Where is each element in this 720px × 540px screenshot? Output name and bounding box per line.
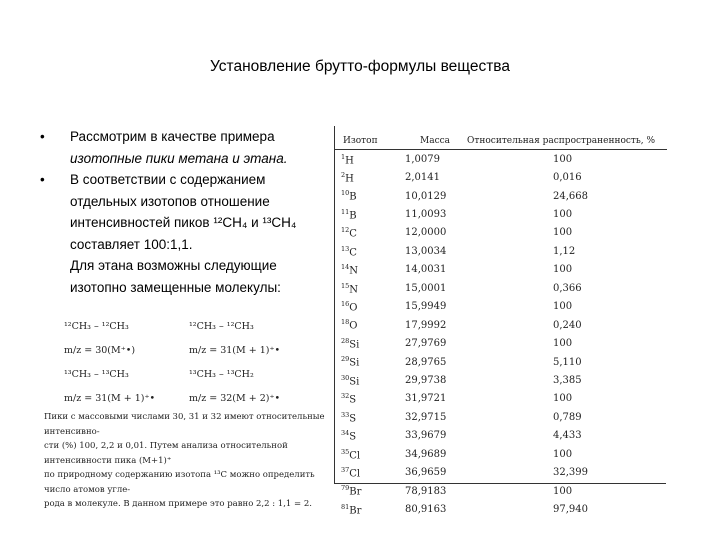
note-line: сти (%) 100, 2,2 и 0,01. Путем анализа относительной интенсивности пика (M+1)⁺ [44, 441, 288, 466]
isotope-cell [335, 355, 397, 368]
column-header-isotope: Изотоп [343, 136, 378, 146]
mass-number: 81 [341, 502, 350, 511]
abundance-cell: 100 [553, 338, 573, 350]
bullet-text: Рассмотрим в качестве примера [70, 129, 275, 144]
table-bottom-rule [334, 483, 666, 484]
mass-cell: 15,9949 [405, 301, 447, 313]
abundance-cell: 0,016 [553, 172, 582, 184]
mass-number: 79 [341, 484, 350, 493]
table-row [335, 334, 667, 352]
element-symbol: N [349, 283, 359, 295]
mass-number: 13 [341, 244, 350, 253]
ethane-isotopologues [64, 314, 330, 410]
bullet-item [40, 169, 332, 298]
element-symbol: Cl [349, 468, 361, 480]
table-row [335, 371, 667, 389]
table-row [335, 353, 667, 371]
bullet-dot: • [40, 129, 45, 144]
mass-cell: 2,0141 [405, 172, 440, 184]
element-symbol: Si [349, 357, 360, 369]
bullet-italic-text: изотопные пики метана и этана. [70, 150, 288, 166]
table-row [335, 242, 667, 260]
mass-cell: 11,0093 [405, 209, 447, 221]
element-symbol: O [349, 302, 358, 314]
mass-cell: 29,9738 [405, 374, 447, 386]
formula: ¹²CH₃ – ¹²CH₃ [64, 320, 129, 332]
element-symbol: Si [349, 376, 360, 388]
abundance-cell: 100 [553, 209, 573, 221]
formula: m/z = 32(M + 2)⁺• [189, 392, 281, 404]
element-symbol: H [345, 154, 354, 166]
element-symbol: H [345, 173, 354, 185]
isotope-cell [335, 300, 397, 313]
bullet-text: В соответствии с содержанием отдельных изотопов отношение интенсивностей пиков ¹²CH₄ и ¹³CH₄ составляет 100:1,1. [70, 172, 297, 252]
isotope-cell [335, 392, 397, 405]
abundance-cell: 100 [553, 153, 573, 165]
element-symbol: C [349, 228, 357, 240]
element-symbol: Si [349, 339, 360, 351]
mass-cell: 31,9721 [405, 393, 447, 405]
element-symbol: S [349, 394, 357, 406]
bullet-item [40, 126, 332, 169]
formula-row [64, 338, 330, 362]
formula-row [64, 314, 330, 338]
mass-cell: 80,9163 [405, 504, 447, 516]
page-title: Установление брутто-формулы вещества [210, 58, 510, 75]
note-line: рода в молекуле. В данном примере это равно 2,2 : 1,1 = 2. [44, 499, 312, 509]
isotope-cell [335, 282, 397, 295]
element-symbol: Br [349, 486, 362, 498]
formula: ¹²CH₃ – ¹²CH₃ [189, 320, 254, 332]
formula-row [64, 362, 330, 386]
table-row [335, 224, 667, 242]
abundance-cell: 100 [553, 264, 573, 276]
note-line: Пики с массовыми числами 30, 31 и 32 имеют относительные интенсивно- [44, 412, 325, 437]
table-row [335, 168, 667, 186]
mass-cell: 10,0129 [405, 190, 447, 202]
mass-number: 15 [341, 281, 350, 290]
mass-number: 29 [341, 355, 350, 364]
isotope-cell [335, 484, 397, 497]
mass-number: 10 [341, 189, 350, 198]
table-body [335, 150, 667, 519]
mass-number: 11 [341, 207, 350, 216]
abundance-cell: 100 [553, 448, 573, 460]
table-row [335, 390, 667, 408]
element-symbol: S [349, 431, 357, 443]
isotope-cell [335, 503, 397, 516]
isotope-cell [335, 374, 397, 387]
mass-cell: 33,9679 [405, 430, 447, 442]
element-symbol: Br [349, 505, 362, 517]
isotope-cell [335, 263, 397, 276]
mass-number: 30 [341, 373, 350, 382]
table-row [335, 187, 667, 205]
mass-cell: 12,0000 [405, 227, 447, 239]
isotope-cell [335, 466, 397, 479]
isotope-cell [335, 448, 397, 461]
isotope-cell [335, 429, 397, 442]
isotope-cell [335, 245, 397, 258]
table-row [335, 205, 667, 223]
isotope-cell [335, 153, 397, 166]
mass-number: 28 [341, 336, 350, 345]
element-symbol: S [349, 413, 357, 424]
element-symbol: C [349, 247, 357, 259]
isotope-table [334, 126, 667, 517]
formula: ¹³CH₃ – ¹³CH₃ [64, 368, 129, 380]
abundance-cell: 0,240 [553, 319, 582, 331]
abundance-cell: 1,12 [553, 245, 576, 257]
isotope-cell [335, 337, 397, 350]
isotope-cell [335, 171, 397, 184]
element-symbol: Cl [349, 449, 361, 461]
formula: m/z = 31(M + 1)⁺• [189, 344, 281, 356]
mass-cell: 14,0031 [405, 264, 447, 276]
column-header-abundance: Относительная распространенность, % [467, 136, 656, 146]
abundance-cell: 24,668 [553, 190, 588, 202]
isotope-cell [335, 208, 397, 221]
table-row [335, 150, 667, 168]
mass-number: 33 [341, 410, 350, 419]
mass-cell: 36,9659 [405, 467, 447, 479]
table-row [335, 463, 667, 481]
table-header [335, 126, 667, 150]
mass-cell: 78,9183 [405, 485, 447, 497]
abundance-cell: 100 [553, 393, 573, 405]
element-symbol: O [349, 320, 358, 332]
element-symbol: B [349, 210, 357, 222]
mass-cell: 17,9992 [405, 319, 447, 331]
mass-number: 34 [341, 429, 350, 438]
abundance-cell: 3,385 [553, 374, 582, 386]
abundance-cell: 100 [553, 227, 573, 239]
formula: m/z = 31(M + 1)⁺• [64, 392, 156, 404]
bullet-extra-text: Для этана возможны следующие изотопно замещенные молекулы: [70, 258, 281, 295]
mass-cell: 15,0001 [405, 282, 447, 294]
isotope-cell [335, 318, 397, 331]
formula: m/z = 30(M⁺•) [64, 344, 136, 356]
mass-number: 37 [341, 465, 350, 474]
isotope-cell [335, 411, 397, 424]
mass-number: 14 [341, 263, 350, 272]
table-row [335, 279, 667, 297]
abundance-cell: 0,366 [553, 282, 582, 294]
mass-number: 12 [341, 226, 350, 235]
mass-cell: 28,9765 [405, 356, 447, 368]
bullet-dot: • [40, 172, 45, 187]
table-row [335, 316, 667, 334]
scan-note [44, 410, 334, 512]
element-symbol: B [349, 191, 357, 203]
abundance-cell: 4,433 [553, 430, 582, 442]
abundance-cell: 5,110 [553, 356, 582, 368]
abundance-cell: 32,399 [553, 467, 588, 479]
mass-cell: 13,0034 [405, 245, 447, 257]
table-row [335, 482, 667, 500]
mass-number: 35 [341, 447, 350, 456]
mass-number: 32 [341, 392, 350, 401]
isotope-cell [335, 226, 397, 239]
abundance-cell: 0,789 [553, 411, 582, 423]
mass-cell: 27,9769 [405, 338, 447, 350]
abundance-cell: 100 [553, 301, 573, 313]
abundance-cell: 97,940 [553, 504, 588, 516]
element-symbol: N [349, 265, 359, 277]
table-row [335, 445, 667, 463]
mass-number: 16 [341, 300, 350, 309]
table-row [335, 427, 667, 445]
note-line: по природному содержанию изотопа ¹³C можно определить число атомов угле- [44, 470, 315, 495]
table-row [335, 408, 667, 426]
table-row [335, 298, 667, 316]
column-header-mass: Масса [419, 136, 451, 146]
mass-number: 18 [341, 318, 350, 327]
table-row [335, 261, 667, 279]
mass-number: 2 [341, 170, 346, 179]
mass-cell: 32,9715 [405, 411, 447, 423]
bullet-list [40, 126, 332, 298]
formula-row [64, 386, 330, 410]
mass-number: 1 [341, 152, 346, 161]
table-row [335, 500, 667, 518]
isotope-cell [335, 189, 397, 202]
formula: ¹³CH₃ – ¹³CH₂ [189, 368, 254, 380]
mass-cell: 34,9689 [405, 448, 447, 460]
abundance-cell: 100 [553, 485, 573, 497]
mass-cell: 1,0079 [405, 153, 440, 165]
